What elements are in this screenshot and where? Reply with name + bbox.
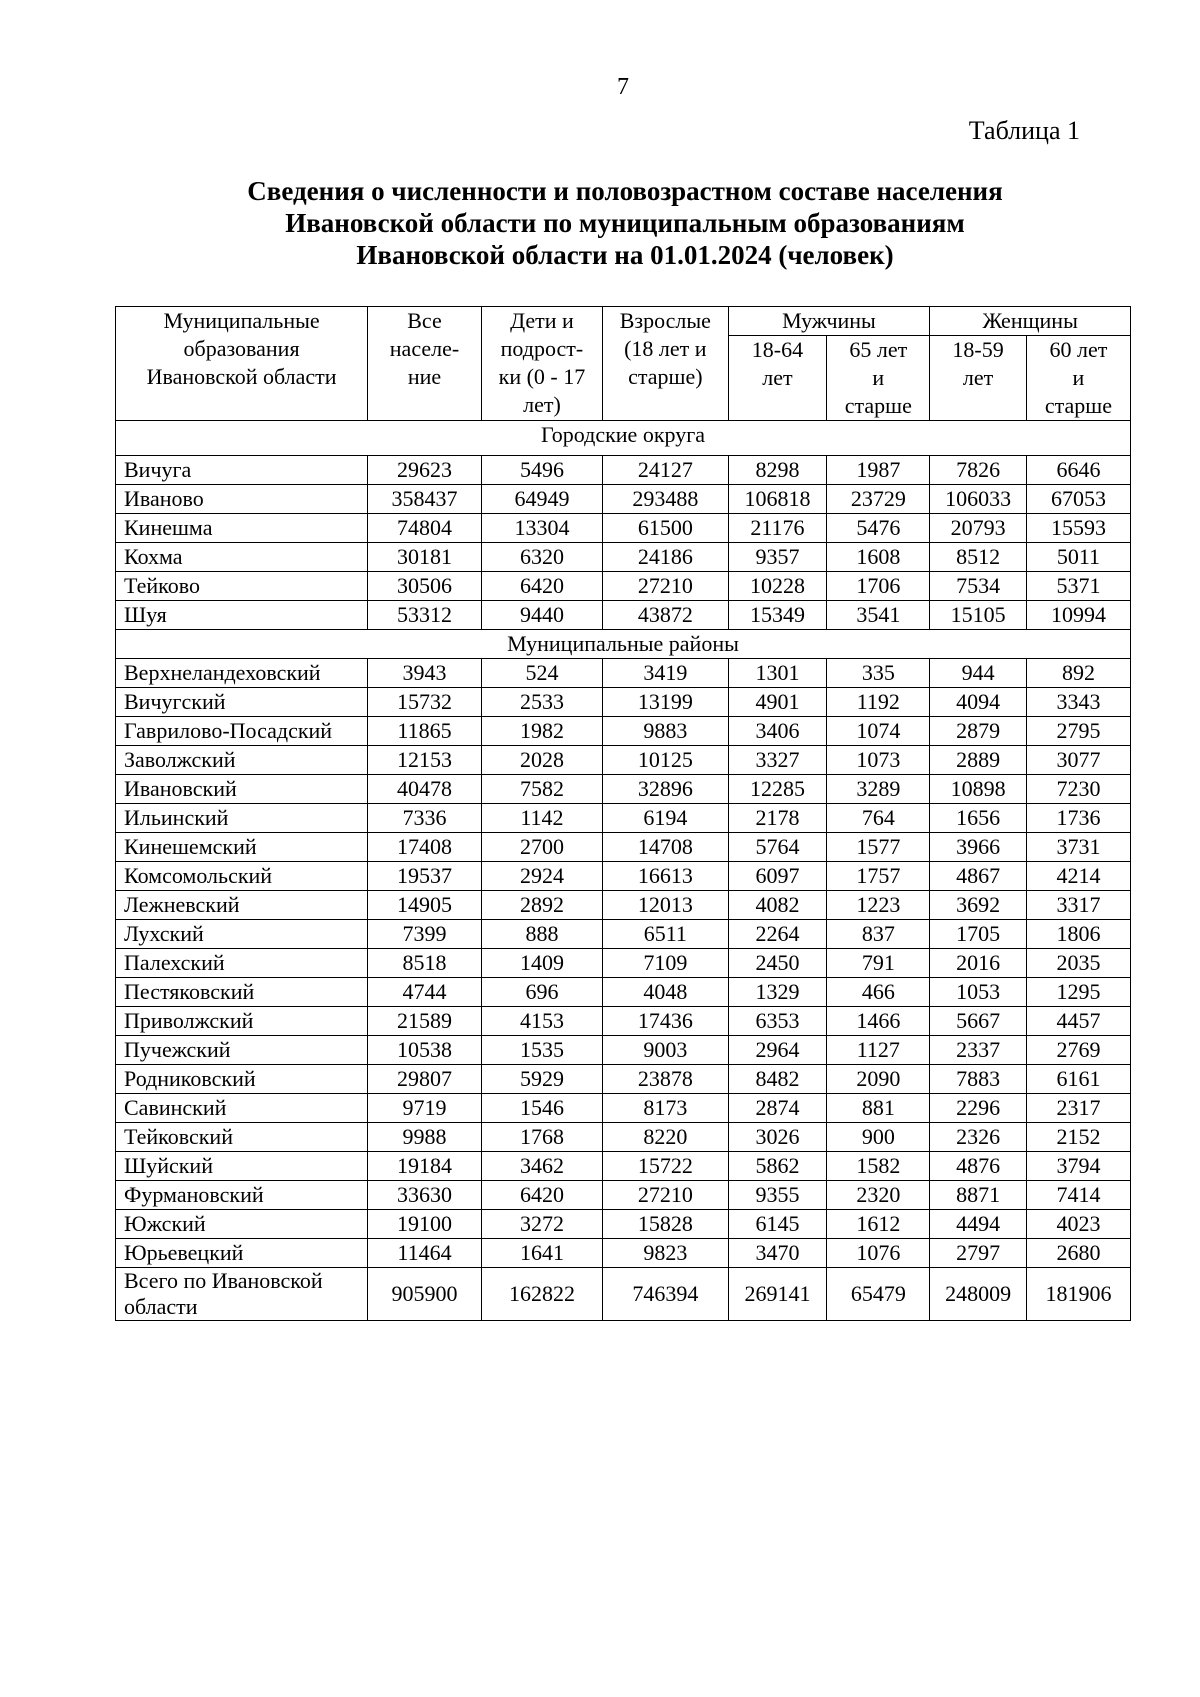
value-cell: 1757 <box>827 862 930 891</box>
table-row <box>116 920 1131 949</box>
value-cell: 9719 <box>368 1094 482 1123</box>
value-cell: 1073 <box>827 746 930 775</box>
table-row <box>116 949 1131 978</box>
municipality-name: Приволжский <box>116 1007 368 1036</box>
header-line: и <box>1072 365 1085 390</box>
total-value: 905900 <box>368 1268 482 1321</box>
header-women-18-59 <box>930 336 1027 421</box>
table-row <box>116 485 1131 514</box>
value-cell: 1295 <box>1026 978 1130 1007</box>
value-cell: 9355 <box>728 1181 827 1210</box>
value-cell: 8173 <box>603 1094 729 1123</box>
section-row <box>116 421 1131 456</box>
header-line: лет <box>762 365 793 390</box>
value-cell: 2178 <box>728 804 827 833</box>
value-cell: 12013 <box>603 891 729 920</box>
total-label-line: области <box>124 1294 198 1319</box>
value-cell: 1053 <box>930 978 1027 1007</box>
value-cell: 1608 <box>827 543 930 572</box>
table-row <box>116 543 1131 572</box>
municipality-name: Верхнеландеховский <box>116 659 368 688</box>
value-cell: 3462 <box>481 1152 602 1181</box>
value-cell: 24186 <box>603 543 729 572</box>
value-cell: 3077 <box>1026 746 1130 775</box>
value-cell: 15732 <box>368 688 482 717</box>
value-cell: 6320 <box>481 543 602 572</box>
value-cell: 32896 <box>603 775 729 804</box>
value-cell: 6646 <box>1026 456 1130 485</box>
municipality-name: Лежневский <box>116 891 368 920</box>
value-cell: 8518 <box>368 949 482 978</box>
value-cell: 11865 <box>368 717 482 746</box>
value-cell: 17408 <box>368 833 482 862</box>
value-cell: 3419 <box>603 659 729 688</box>
value-cell: 892 <box>1026 659 1130 688</box>
value-cell: 3470 <box>728 1239 827 1268</box>
municipality-name: Савинский <box>116 1094 368 1123</box>
value-cell: 7414 <box>1026 1181 1130 1210</box>
municipality-name: Южский <box>116 1210 368 1239</box>
value-cell: 7826 <box>930 456 1027 485</box>
value-cell: 12285 <box>728 775 827 804</box>
value-cell: 3692 <box>930 891 1027 920</box>
value-cell: 764 <box>827 804 930 833</box>
value-cell: 20793 <box>930 514 1027 543</box>
table-row <box>116 891 1131 920</box>
value-cell: 1982 <box>481 717 602 746</box>
table-row <box>116 775 1131 804</box>
value-cell: 1074 <box>827 717 930 746</box>
value-cell: 1705 <box>930 920 1027 949</box>
value-cell: 9988 <box>368 1123 482 1152</box>
value-cell: 881 <box>827 1094 930 1123</box>
table-row <box>116 688 1131 717</box>
value-cell: 8298 <box>728 456 827 485</box>
value-cell: 30506 <box>368 572 482 601</box>
municipality-name: Шуя <box>116 601 368 630</box>
value-cell: 2892 <box>481 891 602 920</box>
table-row <box>116 746 1131 775</box>
municipality-name: Шуйский <box>116 1152 368 1181</box>
value-cell: 1546 <box>481 1094 602 1123</box>
value-cell: 29807 <box>368 1065 482 1094</box>
table-row <box>116 1065 1131 1094</box>
value-cell: 7399 <box>368 920 482 949</box>
municipality-name: Тейково <box>116 572 368 601</box>
value-cell: 6353 <box>728 1007 827 1036</box>
value-cell: 358437 <box>368 485 482 514</box>
value-cell: 2296 <box>930 1094 1027 1123</box>
title-line: Ивановской области на 01.01.2024 (человек) <box>356 240 894 270</box>
header-line: Все <box>407 308 442 333</box>
value-cell: 9823 <box>603 1239 729 1268</box>
value-cell: 1192 <box>827 688 930 717</box>
municipality-name: Тейковский <box>116 1123 368 1152</box>
population-table <box>115 306 1131 1321</box>
value-cell: 900 <box>827 1123 930 1152</box>
value-cell: 2326 <box>930 1123 1027 1152</box>
value-cell: 2795 <box>1026 717 1130 746</box>
value-cell: 13199 <box>603 688 729 717</box>
value-cell: 9003 <box>603 1036 729 1065</box>
value-cell: 1577 <box>827 833 930 862</box>
total-value: 269141 <box>728 1268 827 1321</box>
value-cell: 9883 <box>603 717 729 746</box>
value-cell: 2337 <box>930 1036 1027 1065</box>
municipality-name: Ивановский <box>116 775 368 804</box>
table-row <box>116 978 1131 1007</box>
value-cell: 1142 <box>481 804 602 833</box>
value-cell: 15593 <box>1026 514 1130 543</box>
value-cell: 4901 <box>728 688 827 717</box>
value-cell: 6511 <box>603 920 729 949</box>
value-cell: 524 <box>481 659 602 688</box>
value-cell: 3317 <box>1026 891 1130 920</box>
section-title: Городские округа <box>116 421 1131 456</box>
table-row <box>116 1123 1131 1152</box>
table-row <box>116 659 1131 688</box>
value-cell: 106033 <box>930 485 1027 514</box>
value-cell: 3343 <box>1026 688 1130 717</box>
header-line: Дети и <box>510 308 574 333</box>
value-cell: 3327 <box>728 746 827 775</box>
value-cell: 4494 <box>930 1210 1027 1239</box>
value-cell: 43872 <box>603 601 729 630</box>
header-line: старше) <box>628 364 703 389</box>
value-cell: 21589 <box>368 1007 482 1036</box>
value-cell: 1127 <box>827 1036 930 1065</box>
value-cell: 29623 <box>368 456 482 485</box>
value-cell: 7582 <box>481 775 602 804</box>
table-row <box>116 1007 1131 1036</box>
header-women: Женщины <box>930 307 1131 336</box>
value-cell: 5929 <box>481 1065 602 1094</box>
value-cell: 4023 <box>1026 1210 1130 1239</box>
value-cell: 16613 <box>603 862 729 891</box>
value-cell: 466 <box>827 978 930 1007</box>
total-value: 181906 <box>1026 1268 1130 1321</box>
value-cell: 6194 <box>603 804 729 833</box>
header-line: старше <box>1044 393 1112 418</box>
value-cell: 13304 <box>481 514 602 543</box>
municipality-name: Кинешма <box>116 514 368 543</box>
value-cell: 5011 <box>1026 543 1130 572</box>
value-cell: 33630 <box>368 1181 482 1210</box>
header-women-60-plus <box>1026 336 1130 421</box>
section-row <box>116 630 1131 659</box>
table-row <box>116 862 1131 891</box>
value-cell: 2700 <box>481 833 602 862</box>
header-line: населе- <box>389 336 460 361</box>
value-cell: 19537 <box>368 862 482 891</box>
header-line: 65 лет <box>849 337 908 362</box>
value-cell: 8871 <box>930 1181 1027 1210</box>
total-value: 65479 <box>827 1268 930 1321</box>
value-cell: 1987 <box>827 456 930 485</box>
header-men: Мужчины <box>728 307 930 336</box>
header-line: подрост- <box>500 336 584 361</box>
value-cell: 15828 <box>603 1210 729 1239</box>
value-cell: 335 <box>827 659 930 688</box>
value-cell: 1612 <box>827 1210 930 1239</box>
value-cell: 3026 <box>728 1123 827 1152</box>
value-cell: 6161 <box>1026 1065 1130 1094</box>
value-cell: 6145 <box>728 1210 827 1239</box>
value-cell: 10898 <box>930 775 1027 804</box>
header-men-18-64 <box>728 336 827 421</box>
value-cell: 3406 <box>728 717 827 746</box>
header-line: 18-64 <box>751 337 804 362</box>
value-cell: 6420 <box>481 572 602 601</box>
value-cell: 1535 <box>481 1036 602 1065</box>
value-cell: 9440 <box>481 601 602 630</box>
municipality-name: Родниковский <box>116 1065 368 1094</box>
header-line: (18 лет и <box>624 336 707 361</box>
value-cell: 2090 <box>827 1065 930 1094</box>
header-line: старше <box>844 393 912 418</box>
value-cell: 19100 <box>368 1210 482 1239</box>
section-title: Муниципальные районы <box>116 630 1131 659</box>
value-cell: 4744 <box>368 978 482 1007</box>
value-cell: 1806 <box>1026 920 1130 949</box>
value-cell: 4867 <box>930 862 1027 891</box>
municipality-name: Пестяковский <box>116 978 368 1007</box>
value-cell: 64949 <box>481 485 602 514</box>
value-cell: 14905 <box>368 891 482 920</box>
value-cell: 17436 <box>603 1007 729 1036</box>
value-cell: 7109 <box>603 949 729 978</box>
value-cell: 2320 <box>827 1181 930 1210</box>
table-row <box>116 514 1131 543</box>
value-cell: 40478 <box>368 775 482 804</box>
table-row <box>116 1036 1131 1065</box>
value-cell: 10125 <box>603 746 729 775</box>
value-cell: 1736 <box>1026 804 1130 833</box>
value-cell: 4214 <box>1026 862 1130 891</box>
value-cell: 27210 <box>603 572 729 601</box>
value-cell: 15722 <box>603 1152 729 1181</box>
value-cell: 11464 <box>368 1239 482 1268</box>
value-cell: 10228 <box>728 572 827 601</box>
table-row <box>116 1239 1131 1268</box>
header-children <box>481 307 602 421</box>
value-cell: 3794 <box>1026 1152 1130 1181</box>
header-men-65-plus <box>827 336 930 421</box>
total-label-line: Всего по Ивановской <box>124 1268 323 1293</box>
value-cell: 2317 <box>1026 1094 1130 1123</box>
header-line: лет) <box>523 392 561 417</box>
title-line: Сведения о численности и половозрастном составе населения <box>247 176 1003 206</box>
value-cell: 837 <box>827 920 930 949</box>
value-cell: 888 <box>481 920 602 949</box>
table-row <box>116 601 1131 630</box>
municipality-name: Ильинский <box>116 804 368 833</box>
value-cell: 6420 <box>481 1181 602 1210</box>
value-cell: 15105 <box>930 601 1027 630</box>
value-cell: 23729 <box>827 485 930 514</box>
header-line: 60 лет <box>1049 337 1108 362</box>
value-cell: 1409 <box>481 949 602 978</box>
value-cell: 10994 <box>1026 601 1130 630</box>
value-cell: 696 <box>481 978 602 1007</box>
value-cell: 4048 <box>603 978 729 1007</box>
value-cell: 2152 <box>1026 1123 1130 1152</box>
table-row <box>116 1152 1131 1181</box>
value-cell: 3943 <box>368 659 482 688</box>
value-cell: 4082 <box>728 891 827 920</box>
value-cell: 2028 <box>481 746 602 775</box>
value-cell: 7336 <box>368 804 482 833</box>
value-cell: 944 <box>930 659 1027 688</box>
value-cell: 8512 <box>930 543 1027 572</box>
municipality-name: Кохма <box>116 543 368 572</box>
header-adults <box>603 307 729 421</box>
value-cell: 2450 <box>728 949 827 978</box>
municipality-name: Гаврилово-Посадский <box>116 717 368 746</box>
value-cell: 1641 <box>481 1239 602 1268</box>
value-cell: 2264 <box>728 920 827 949</box>
value-cell: 7230 <box>1026 775 1130 804</box>
value-cell: 1076 <box>827 1239 930 1268</box>
value-cell: 2035 <box>1026 949 1130 978</box>
value-cell: 3541 <box>827 601 930 630</box>
value-cell: 1466 <box>827 1007 930 1036</box>
value-cell: 2533 <box>481 688 602 717</box>
value-cell: 1301 <box>728 659 827 688</box>
value-cell: 5764 <box>728 833 827 862</box>
value-cell: 5476 <box>827 514 930 543</box>
value-cell: 4876 <box>930 1152 1027 1181</box>
total-value: 746394 <box>603 1268 729 1321</box>
value-cell: 1706 <box>827 572 930 601</box>
header-line: 18-59 <box>952 337 1004 362</box>
header-municipality <box>116 307 368 421</box>
value-cell: 27210 <box>603 1181 729 1210</box>
title-line: Ивановской области по муниципальным образованиям <box>285 208 965 238</box>
value-cell: 1768 <box>481 1123 602 1152</box>
header-line: Муниципальные <box>163 308 320 333</box>
table-row <box>116 1210 1131 1239</box>
header-line: образования <box>183 336 300 361</box>
page-number: 7 <box>617 74 629 100</box>
value-cell: 12153 <box>368 746 482 775</box>
municipality-name: Заволжский <box>116 746 368 775</box>
table-row <box>116 717 1131 746</box>
header-line: ки (0 - 17 <box>498 364 586 389</box>
total-label <box>116 1268 368 1321</box>
value-cell: 5496 <box>481 456 602 485</box>
value-cell: 5667 <box>930 1007 1027 1036</box>
header-line: ние <box>407 364 442 389</box>
value-cell: 3289 <box>827 775 930 804</box>
municipality-name: Кинешемский <box>116 833 368 862</box>
value-cell: 14708 <box>603 833 729 862</box>
value-cell: 1656 <box>930 804 1027 833</box>
header-line: и <box>872 365 885 390</box>
value-cell: 2889 <box>930 746 1027 775</box>
header-line: лет <box>962 365 994 390</box>
value-cell: 74804 <box>368 514 482 543</box>
value-cell: 21176 <box>728 514 827 543</box>
value-cell: 15349 <box>728 601 827 630</box>
value-cell: 293488 <box>603 485 729 514</box>
table-row <box>116 572 1131 601</box>
value-cell: 5862 <box>728 1152 827 1181</box>
value-cell: 7534 <box>930 572 1027 601</box>
municipality-name: Юрьевецкий <box>116 1239 368 1268</box>
value-cell: 1329 <box>728 978 827 1007</box>
value-cell: 9357 <box>728 543 827 572</box>
document-title <box>140 175 1110 271</box>
table-label: Таблица 1 <box>968 116 1080 145</box>
value-cell: 5371 <box>1026 572 1130 601</box>
value-cell: 7883 <box>930 1065 1027 1094</box>
value-cell: 1223 <box>827 891 930 920</box>
value-cell: 4094 <box>930 688 1027 717</box>
value-cell: 2874 <box>728 1094 827 1123</box>
value-cell: 2797 <box>930 1239 1027 1268</box>
municipality-name: Палехский <box>116 949 368 978</box>
table-row <box>116 833 1131 862</box>
value-cell: 2016 <box>930 949 1027 978</box>
table-row <box>116 1094 1131 1123</box>
municipality-name: Комсомольский <box>116 862 368 891</box>
value-cell: 2769 <box>1026 1036 1130 1065</box>
value-cell: 106818 <box>728 485 827 514</box>
municipality-name: Лухский <box>116 920 368 949</box>
value-cell: 67053 <box>1026 485 1130 514</box>
municipality-name: Вичугский <box>116 688 368 717</box>
value-cell: 24127 <box>603 456 729 485</box>
value-cell: 53312 <box>368 601 482 630</box>
municipality-name: Вичуга <box>116 456 368 485</box>
table-row <box>116 456 1131 485</box>
value-cell: 61500 <box>603 514 729 543</box>
municipality-name: Фурмановский <box>116 1181 368 1210</box>
header-line: Взрослые <box>619 308 711 333</box>
value-cell: 2964 <box>728 1036 827 1065</box>
value-cell: 3272 <box>481 1210 602 1239</box>
table-body <box>116 421 1131 1321</box>
value-cell: 8220 <box>603 1123 729 1152</box>
value-cell: 10538 <box>368 1036 482 1065</box>
table-row <box>116 1181 1131 1210</box>
value-cell: 1582 <box>827 1152 930 1181</box>
value-cell: 23878 <box>603 1065 729 1094</box>
total-row <box>116 1268 1131 1321</box>
value-cell: 3731 <box>1026 833 1130 862</box>
table-row <box>116 804 1131 833</box>
value-cell: 791 <box>827 949 930 978</box>
total-value: 162822 <box>481 1268 602 1321</box>
value-cell: 30181 <box>368 543 482 572</box>
header-line: Ивановской области <box>146 364 337 389</box>
value-cell: 8482 <box>728 1065 827 1094</box>
value-cell: 19184 <box>368 1152 482 1181</box>
municipality-name: Иваново <box>116 485 368 514</box>
value-cell: 4457 <box>1026 1007 1130 1036</box>
total-value: 248009 <box>930 1268 1027 1321</box>
municipality-name: Пучежский <box>116 1036 368 1065</box>
value-cell: 6097 <box>728 862 827 891</box>
value-cell: 4153 <box>481 1007 602 1036</box>
value-cell: 2924 <box>481 862 602 891</box>
header-total <box>368 307 482 421</box>
value-cell: 2879 <box>930 717 1027 746</box>
value-cell: 2680 <box>1026 1239 1130 1268</box>
value-cell: 3966 <box>930 833 1027 862</box>
